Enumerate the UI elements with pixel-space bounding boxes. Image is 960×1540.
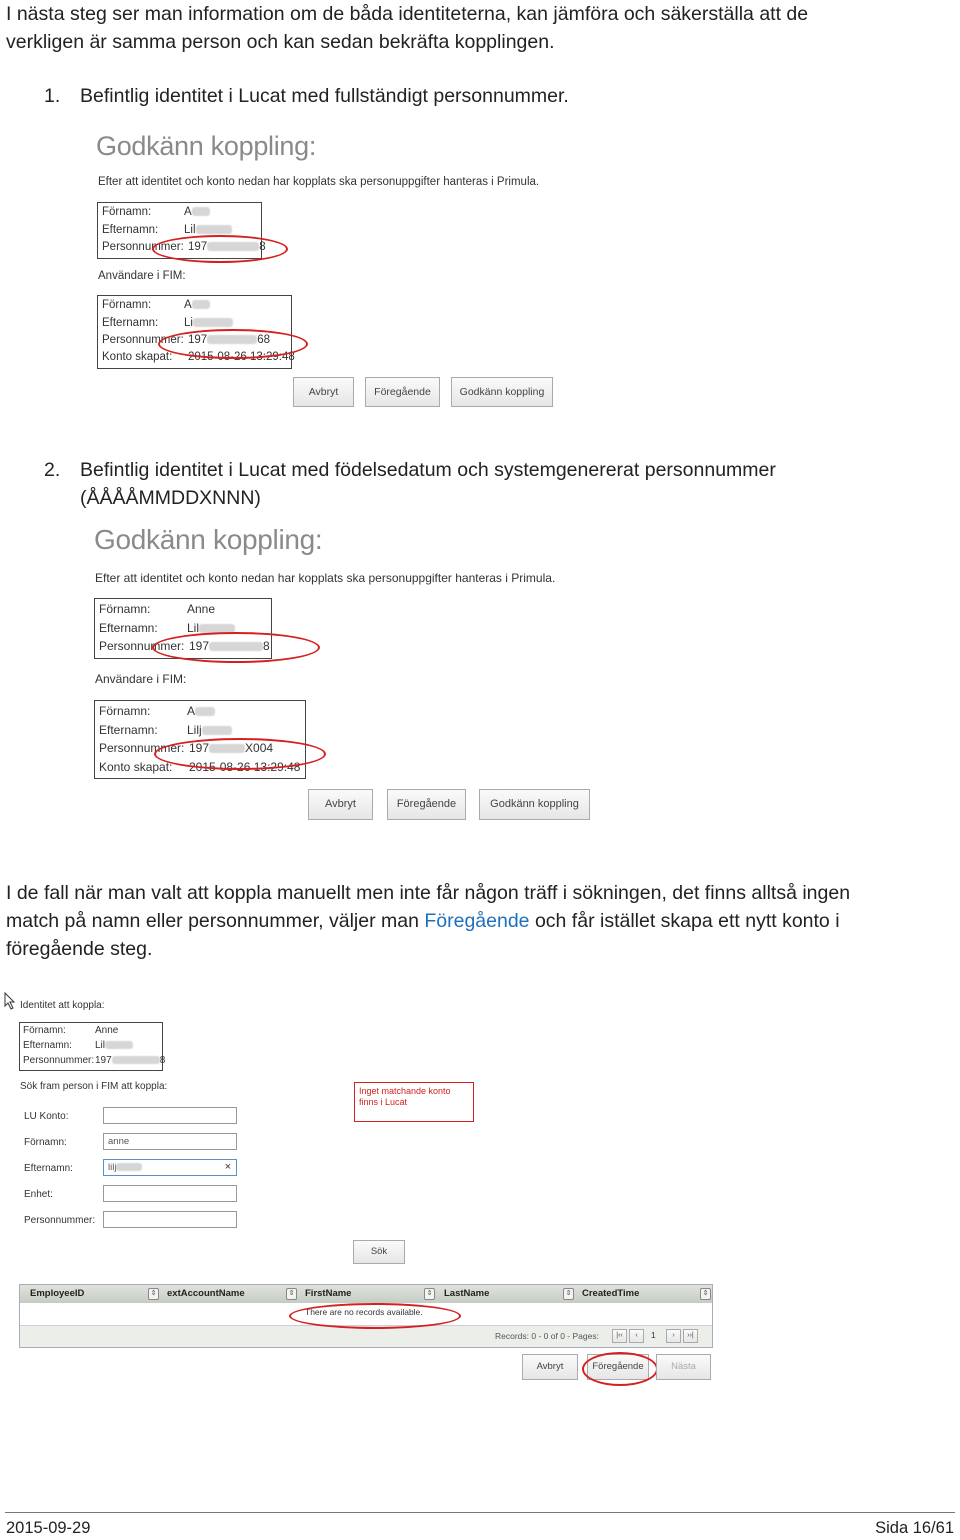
fornamn-label: Förnamn:: [102, 299, 152, 311]
highlight-ring: [289, 1303, 461, 1329]
personnummer-value: 197 X004: [189, 741, 274, 755]
fornamn-search-input[interactable]: anne: [103, 1133, 237, 1150]
item1-text: Befintlig identitet i Lucat med fullständigt personnummer.: [80, 85, 569, 107]
efternamn-search-label: Efternamn:: [24, 1163, 73, 1174]
search-button[interactable]: Sök: [353, 1240, 405, 1264]
efternamn-value: Lil: [184, 224, 232, 236]
screenshot-search: [2, 990, 718, 1385]
personnummer-label: Personnummer:: [102, 241, 184, 253]
personnummer-value: 197 68: [188, 334, 270, 346]
fornamn-value: Anne: [95, 1025, 119, 1036]
no-match-line-2: match på namn eller personnummer, väljer man Föregående och får istället skapa ett nytt konto i: [6, 910, 840, 932]
personnummer-label: Personnummer:: [23, 1055, 95, 1066]
fim-heading: Användare i FIM:: [95, 672, 187, 686]
current-page[interactable]: 1: [651, 1330, 656, 1340]
first-page-icon[interactable]: |‹‹: [612, 1329, 627, 1343]
konto-skapat-label: Konto skapat:: [102, 351, 173, 363]
last-page-icon[interactable]: ››|: [683, 1329, 698, 1343]
no-match-line-1: I de fall när man valt att koppla manuellt men inte får någon träff i sökningen, det finns alltså ingen: [6, 882, 851, 904]
grid-header: [20, 1285, 712, 1303]
previous-button[interactable]: Föregående: [365, 377, 440, 407]
personnummer-search-input[interactable]: [103, 1211, 237, 1228]
efternamn-label: Efternamn:: [99, 621, 158, 635]
enhet-input[interactable]: [103, 1185, 237, 1202]
efternamn-value: Lil: [187, 621, 235, 635]
highlight-ring: [152, 632, 320, 663]
no-match-paragraph: [6, 879, 850, 963]
screenshot-approve-1: [90, 125, 570, 415]
efternamn-label: Efternamn:: [102, 317, 159, 329]
paging-info: Records: 0 - 0 of 0 - Pages:: [495, 1331, 599, 1341]
fornamn-value: A: [187, 704, 215, 718]
fornamn-value: A: [184, 206, 210, 218]
column-header[interactable]: FirstName: [305, 1288, 352, 1299]
no-match-note: Inget matchande konto finns i Lucat: [354, 1082, 474, 1122]
personnummer-label: Personnummer:: [102, 334, 184, 346]
footer-date: 2015-09-29: [6, 1519, 91, 1537]
personnummer-value: 197 8: [95, 1055, 166, 1066]
efternamn-value: Lilj: [187, 723, 232, 737]
column-header[interactable]: EmployeeID: [30, 1288, 85, 1299]
next-button[interactable]: Nästa: [656, 1354, 711, 1380]
fornamn-search-label: Förnamn:: [24, 1137, 67, 1148]
approve-title: Godkänn koppling:: [96, 131, 317, 161]
previous-link-text: Föregående: [424, 910, 530, 932]
footer-page-number: Sida 16/61: [875, 1519, 954, 1537]
previous-button[interactable]: Föregående: [387, 789, 466, 820]
sort-icon[interactable]: ⇕: [148, 1288, 159, 1300]
screenshot-approve-2: [88, 518, 598, 828]
no-match-line-3: föregående steg.: [6, 938, 153, 960]
fornamn-value: A: [184, 299, 210, 311]
grid-empty-text: There are no records available.: [305, 1307, 423, 1317]
fornamn-label: Förnamn:: [99, 602, 151, 616]
identity-box: [19, 1022, 166, 1071]
intro-line-1: I nästa steg ser man information om de båda identiteterna, kan jämföra och säkerställa att de: [6, 3, 809, 25]
highlight-ring: [158, 329, 308, 359]
fornamn-label: Förnamn:: [99, 704, 151, 718]
item2-text-line-2: (ÅÅÅÅMMDDXNNN): [80, 487, 261, 509]
highlight-ring: [152, 235, 288, 263]
personnummer-value: 197 8: [189, 639, 270, 653]
item1-number: 1.: [44, 85, 61, 107]
footer-divider: [5, 1512, 955, 1513]
intro-line-2: verkligen är samma person och kan sedan bekräfta kopplingen.: [6, 31, 555, 53]
personnummer-value: 197 8: [188, 241, 266, 253]
efternamn-label: Efternamn:: [99, 723, 158, 737]
clear-icon[interactable]: ×: [224, 1161, 231, 1173]
personnummer-label: Personnummer:: [99, 741, 185, 755]
efternamn-search-input[interactable]: lilj ×: [103, 1159, 237, 1176]
intro-text: [6, 0, 808, 56]
efternamn-label: Efternamn:: [102, 224, 159, 236]
fornamn-label: Förnamn:: [23, 1025, 66, 1036]
konto-skapat-value: 2015-08-26 13:29:48: [188, 351, 295, 363]
fornamn-value: Anne: [187, 602, 216, 616]
cancel-button[interactable]: Avbryt: [522, 1354, 578, 1380]
fornamn-label: Förnamn:: [102, 206, 152, 218]
column-header[interactable]: LastName: [444, 1288, 490, 1299]
column-header[interactable]: extAccountName: [167, 1288, 245, 1299]
sort-icon[interactable]: ⇕: [286, 1288, 297, 1300]
approve-subtitle: Efter att identitet och konto nedan har kopplats ska personuppgifter hanteras i Primula.: [95, 571, 556, 585]
highlight-ring: [582, 1352, 658, 1386]
highlight-ring: [154, 738, 326, 770]
search-heading: Sök fram person i FIM att koppla:: [20, 1081, 168, 1092]
item2-number: 2.: [44, 459, 61, 481]
efternamn-value: Li: [184, 317, 233, 329]
konto-skapat-label: Konto skapat:: [99, 760, 173, 774]
efternamn-label: Efternamn:: [23, 1040, 72, 1051]
personnummer-label: Personnummer:: [99, 639, 185, 653]
sort-icon[interactable]: ⇕: [563, 1288, 574, 1300]
approve-link-button[interactable]: Godkänn koppling: [451, 377, 553, 407]
cancel-button[interactable]: Avbryt: [308, 789, 373, 820]
enhet-label: Enhet:: [24, 1189, 53, 1200]
identity-heading: Identitet att koppla:: [20, 1000, 105, 1011]
konto-skapat-value: 2015-08-26 13:29:48: [189, 760, 301, 774]
lu-konto-input[interactable]: [103, 1107, 237, 1124]
lu-konto-label: LU Konto:: [24, 1111, 69, 1122]
approve-subtitle: Efter att identitet och konto nedan har kopplats ska personuppgifter hanteras i Primula.: [98, 176, 540, 188]
item2-text-line-1: Befintlig identitet i Lucat med födelsedatum och systemgenererat personnummer: [80, 459, 776, 481]
efternamn-value: Lil: [95, 1040, 133, 1051]
prev-page-icon[interactable]: ‹: [629, 1329, 644, 1343]
sort-icon[interactable]: ⇕: [424, 1288, 435, 1300]
personnummer-search-label: Personnummer:: [24, 1215, 96, 1226]
previous-button[interactable]: Föregående: [587, 1354, 649, 1380]
fim-heading: Användare i FIM:: [98, 270, 186, 282]
approve-link-button[interactable]: Godkänn koppling: [479, 789, 590, 820]
mouse-cursor-icon: [4, 992, 16, 1010]
cancel-button[interactable]: Avbryt: [293, 377, 354, 407]
next-page-icon[interactable]: ›: [666, 1329, 681, 1343]
column-header[interactable]: CreatedTime: [582, 1288, 640, 1299]
sort-icon[interactable]: ⇕: [700, 1288, 711, 1300]
approve-title: Godkänn koppling:: [94, 524, 323, 555]
